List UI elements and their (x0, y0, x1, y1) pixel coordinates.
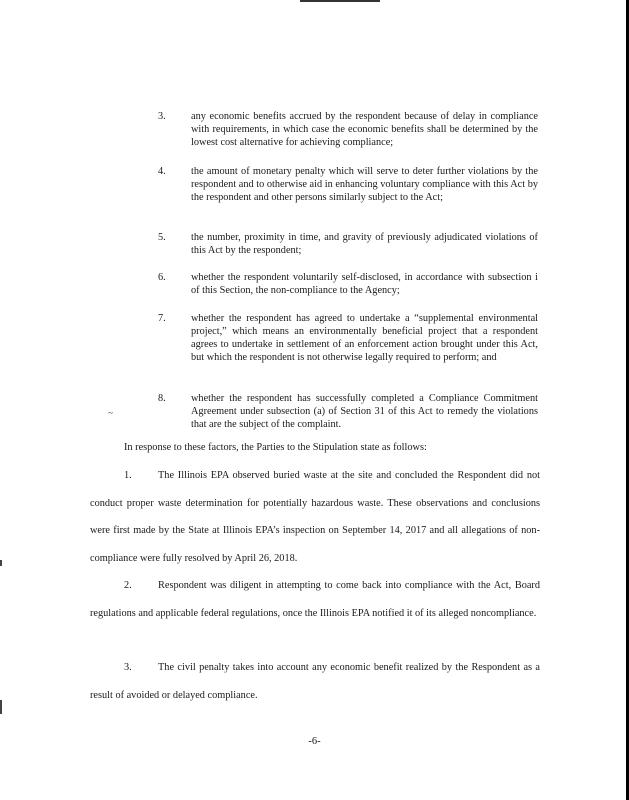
factor-number: 4. (158, 166, 166, 177)
response-text: The civil penalty takes into account any economic benefit realized by the Respondent as a result of avoided or delayed compliance. (90, 662, 540, 701)
factor-text: any economic benefits accrued by the respondent because of delay in compliance with requirements, in which case the economic benefits shall be determined by the lowest cost alternative for achieving compliance; (191, 111, 538, 148)
factor-number: 8. (158, 393, 166, 404)
response-number: 3. (124, 662, 132, 673)
factor-text: whether the respondent has successfully completed a Compliance Commitment Agreement under subsection (a) of Section 31 of this Act to remedy the violations that are the subject of the complaint. (191, 393, 538, 430)
response-paragraph (90, 654, 540, 709)
factor-text: the amount of monetary penalty which will serve to deter further violations by the respondent and to otherwise aid in enhancing voluntary compliance with this Act by the respondent and other persons similarly subject to the Act; (191, 166, 538, 203)
response-paragraph (90, 572, 540, 627)
scan-left-tick (0, 700, 2, 714)
response-paragraph (90, 462, 540, 572)
response-number: 2. (124, 580, 132, 591)
response-number: 1. (124, 470, 132, 481)
stray-scan-mark: ~ (108, 408, 113, 418)
scan-left-tick (0, 560, 2, 566)
factor-number: 3. (158, 111, 166, 122)
intro-text: In response to these factors, the Parties to the Stipulation state as follows: (124, 442, 427, 453)
factor-number: 6. (158, 272, 166, 283)
response-text: Respondent was diligent in attempting to come back into compliance with the Act, Board regulations and applicable federal regulations, once the Illinois EPA notified it of its alleged noncompliance. (90, 580, 540, 619)
response-text: The Illinois EPA observed buried waste at the site and concluded the Respondent did not conduct proper waste determination for potentially hazardous waste. These observations and conclusions were first made by the State at Illinois EPA’s inspection on September 14, 2017 and all allegations of non-compliance were fully resolved by April 26, 2018. (90, 470, 540, 564)
scan-top-mark (300, 0, 380, 2)
page-number: -6- (308, 736, 321, 747)
factor-number: 5. (158, 232, 166, 243)
factor-text: whether the respondent has agreed to undertake a “supplemental environmental project,” which means an environmentally beneficial project that a respondent agrees to undertake in settlement of an enforcement action brought under this Act, but which the respondent is not otherwise legally required to perform; and (191, 313, 538, 363)
factor-number: 7. (158, 313, 166, 324)
factor-text: the number, proximity in time, and gravity of previously adjudicated violations of this Act by the respondent; (191, 232, 538, 256)
factor-text: whether the respondent voluntarily self-disclosed, in accordance with subsection i of this Section, the non-compliance to the Agency; (191, 272, 538, 296)
